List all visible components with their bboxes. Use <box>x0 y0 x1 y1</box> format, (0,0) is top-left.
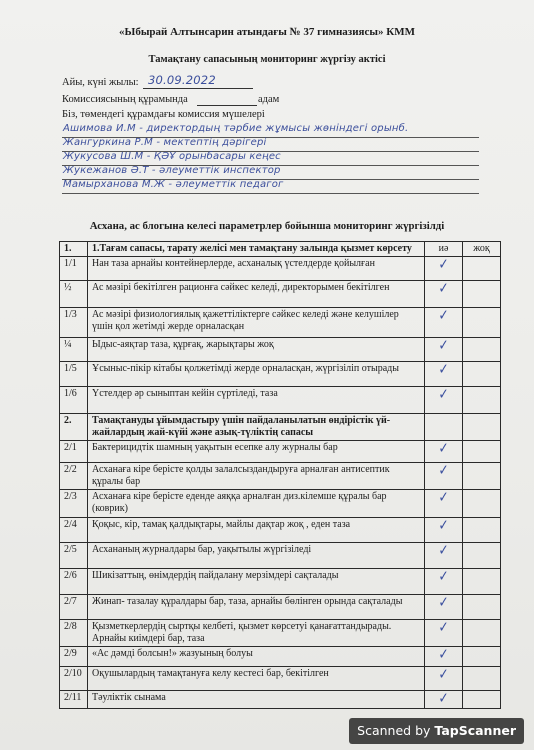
table-row <box>60 543 501 569</box>
row-text: Оқушылардың тамақтануға келу кестесі бар, бекітілген <box>88 667 425 691</box>
row-text: Қоқыс, кір, тамақ қалдықтары, майлы дақтар жоқ , еден таза <box>88 518 425 543</box>
row-text: Ұсыныс-пікір кітабы қолжетімді жерде орналасқан, жүргізіліп отырады <box>88 362 425 387</box>
table-row <box>60 308 501 338</box>
member-1: Ашимова И.М - директордың тәрбие жұмысы жөніндегі орынб. <box>63 123 409 134</box>
check-mark-icon: ✓ <box>438 461 449 479</box>
member-line-5 <box>62 193 479 194</box>
check-mark-icon: ✓ <box>438 488 449 506</box>
section-title-cell: Тамақтануды ұйымдастыру үшін пайдаланылатын өндірістік үй-жайлардың жай-күйі және азық-түліктің сапасы <box>88 414 425 441</box>
section-title: Асхана, ас блогына келесі параметрлер бойынша мониторинг жүргізілді <box>89 220 445 232</box>
table-row <box>60 338 501 362</box>
row-text: Шикізаттың, өнімдердің пайдалану мерзімдері сақталады <box>88 569 425 595</box>
row-num: 2/2 <box>60 463 88 490</box>
yes-cell <box>425 620 463 647</box>
table-row <box>60 518 501 543</box>
no-cell <box>463 441 501 463</box>
row-text: Ас мәзірі физиологиялық қажеттіліктерге сәйкес келеді және келушілер үшін қол жетімді жерде орналасқан <box>88 308 425 338</box>
table-row <box>60 490 501 518</box>
table-row <box>60 281 501 308</box>
watermark-brand: TapScanner <box>434 723 516 738</box>
check-mark-icon: ✓ <box>438 689 449 707</box>
header-title: 1.Тағам сапасы, тарату желісі мен тамақтану залында қызмет көрсету <box>88 242 425 257</box>
row-num: ¼ <box>60 338 88 362</box>
no-cell <box>463 414 501 441</box>
no-cell <box>463 647 501 667</box>
row-text: Қызметкерлердің сыртқы келбеті, қызмет көрсетуі қанағаттандырады. Арнайы киімдері бар, таза <box>88 620 425 647</box>
commission-label: Комиссиясының құрамында <box>62 94 188 105</box>
check-mark-icon: ✓ <box>438 541 449 559</box>
table-row <box>60 691 501 709</box>
check-mark-icon: ✓ <box>438 385 449 403</box>
yes-cell <box>425 490 463 518</box>
row-text: Нан таза арнайы контейнерлерде, асханалық үстелдерде қойылған <box>88 257 425 281</box>
yes-cell <box>425 362 463 387</box>
row-num: 2/3 <box>60 490 88 518</box>
yes-cell <box>425 518 463 543</box>
header-no: жоқ <box>463 242 501 257</box>
scanner-watermark <box>349 718 524 744</box>
no-cell <box>463 257 501 281</box>
row-num: 2/11 <box>60 691 88 709</box>
check-mark-icon: ✓ <box>438 306 449 324</box>
date-value: 30.09.2022 <box>148 73 216 87</box>
yes-cell <box>425 595 463 620</box>
table-header-row <box>60 242 501 257</box>
check-mark-icon: ✓ <box>438 336 449 354</box>
check-mark-icon: ✓ <box>438 618 449 636</box>
check-mark-icon: ✓ <box>438 255 449 273</box>
row-text: Бактерицидтік шамның уақытын есепке алу журналы бар <box>88 441 425 463</box>
row-num: 2/5 <box>60 543 88 569</box>
no-cell <box>463 620 501 647</box>
row-num: 2/4 <box>60 518 88 543</box>
no-cell <box>463 595 501 620</box>
yes-cell <box>425 543 463 569</box>
row-num: 2/10 <box>60 667 88 691</box>
table-row <box>60 387 501 414</box>
date-underline <box>143 88 253 89</box>
row-num: 1/5 <box>60 362 88 387</box>
act-title: Тамақтану сапасының мониторинг жүргізу актісі <box>148 54 386 65</box>
check-mark-icon: ✓ <box>438 567 449 585</box>
check-mark-icon: ✓ <box>438 279 449 297</box>
check-mark-icon: ✓ <box>438 645 449 663</box>
check-mark-icon: ✓ <box>438 439 449 457</box>
no-cell <box>463 463 501 490</box>
no-cell <box>463 362 501 387</box>
row-text: Жинап- тазалау құралдары бар, таза, арнайы бөлінген орында сақталады <box>88 595 425 620</box>
watermark-prefix: Scanned by <box>357 723 431 738</box>
no-cell <box>463 518 501 543</box>
yes-cell <box>425 281 463 308</box>
yes-cell <box>425 441 463 463</box>
row-text: Асханаға кіре берісте еденде аяққа арналған диз.кілемше құралы бар (коврик) <box>88 490 425 518</box>
yes-cell <box>425 257 463 281</box>
table-row <box>60 362 501 387</box>
section-header-row <box>60 414 501 441</box>
member-4: Жукежанов Ә.Т - әлеуметтік инспектор <box>63 165 281 176</box>
commission-suffix: адам <box>258 94 280 105</box>
yes-cell <box>425 338 463 362</box>
no-cell <box>463 667 501 691</box>
yes-cell <box>425 414 463 441</box>
monitoring-table <box>59 241 501 709</box>
member-3: Жукусова Ш.М - ҚӘҰ орынбасары кеңес <box>63 151 281 162</box>
row-num: 1/3 <box>60 308 88 338</box>
school-title: «Ыбырай Алтынсарин атындағы № 37 гимназиясы» КММ <box>119 26 415 38</box>
check-mark-icon: ✓ <box>438 360 449 378</box>
check-mark-icon: ✓ <box>438 665 449 683</box>
row-text: Асхананың журналдары бар, уақытылы жүргізіледі <box>88 543 425 569</box>
table-row <box>60 620 501 647</box>
date-label: Айы, күні жылы: <box>62 77 139 88</box>
yes-cell <box>425 463 463 490</box>
header-yes: иә <box>425 242 463 257</box>
members-label: Біз, төмендегі құрамдағы комиссия мүшелері <box>62 109 265 120</box>
table-row <box>60 569 501 595</box>
header-num: 1. <box>60 242 88 257</box>
table-row <box>60 463 501 490</box>
no-cell <box>463 308 501 338</box>
row-num: 2/7 <box>60 595 88 620</box>
check-mark-icon: ✓ <box>438 516 449 534</box>
yes-cell <box>425 667 463 691</box>
row-text: Ыдыс-аяқтар таза, құрғақ, жарықтары жоқ <box>88 338 425 362</box>
no-cell <box>463 281 501 308</box>
row-text: Асханаға кіре берісте қолды залалсыздандыруға арналған антисептик құралы бар <box>88 463 425 490</box>
yes-cell <box>425 308 463 338</box>
table-row <box>60 257 501 281</box>
yes-cell <box>425 387 463 414</box>
commission-count-underline <box>197 105 257 106</box>
no-cell <box>463 691 501 709</box>
row-num: 2/8 <box>60 620 88 647</box>
row-text: Тәуліктік сынама <box>88 691 425 709</box>
row-num: 2/6 <box>60 569 88 595</box>
row-num: ½ <box>60 281 88 308</box>
row-text: Үстелдер әр сыныптан кейін сүртіледі, таза <box>88 387 425 414</box>
check-mark-icon: ✓ <box>438 593 449 611</box>
row-num: 1/1 <box>60 257 88 281</box>
row-num: 2/1 <box>60 441 88 463</box>
row-text: Ас мәзірі бекітілген рационға сәйкес келеді, директорымен бекітілген <box>88 281 425 308</box>
row-num: 1/6 <box>60 387 88 414</box>
row-text: «Ас дәмді болсын!» жазуының болуы <box>88 647 425 667</box>
row-num: 2/9 <box>60 647 88 667</box>
no-cell <box>463 543 501 569</box>
table-row <box>60 441 501 463</box>
yes-cell <box>425 569 463 595</box>
section-num: 2. <box>60 414 88 441</box>
table-row <box>60 595 501 620</box>
no-cell <box>463 338 501 362</box>
yes-cell <box>425 691 463 709</box>
no-cell <box>463 490 501 518</box>
table-row <box>60 647 501 667</box>
no-cell <box>463 387 501 414</box>
member-5: Мамырханова М.Ж - әлеуметтік педагог <box>63 179 284 190</box>
table-row <box>60 667 501 691</box>
yes-cell <box>425 647 463 667</box>
no-cell <box>463 569 501 595</box>
member-2: Жангуркина Р.М - мектептің дәрігері <box>63 137 267 148</box>
